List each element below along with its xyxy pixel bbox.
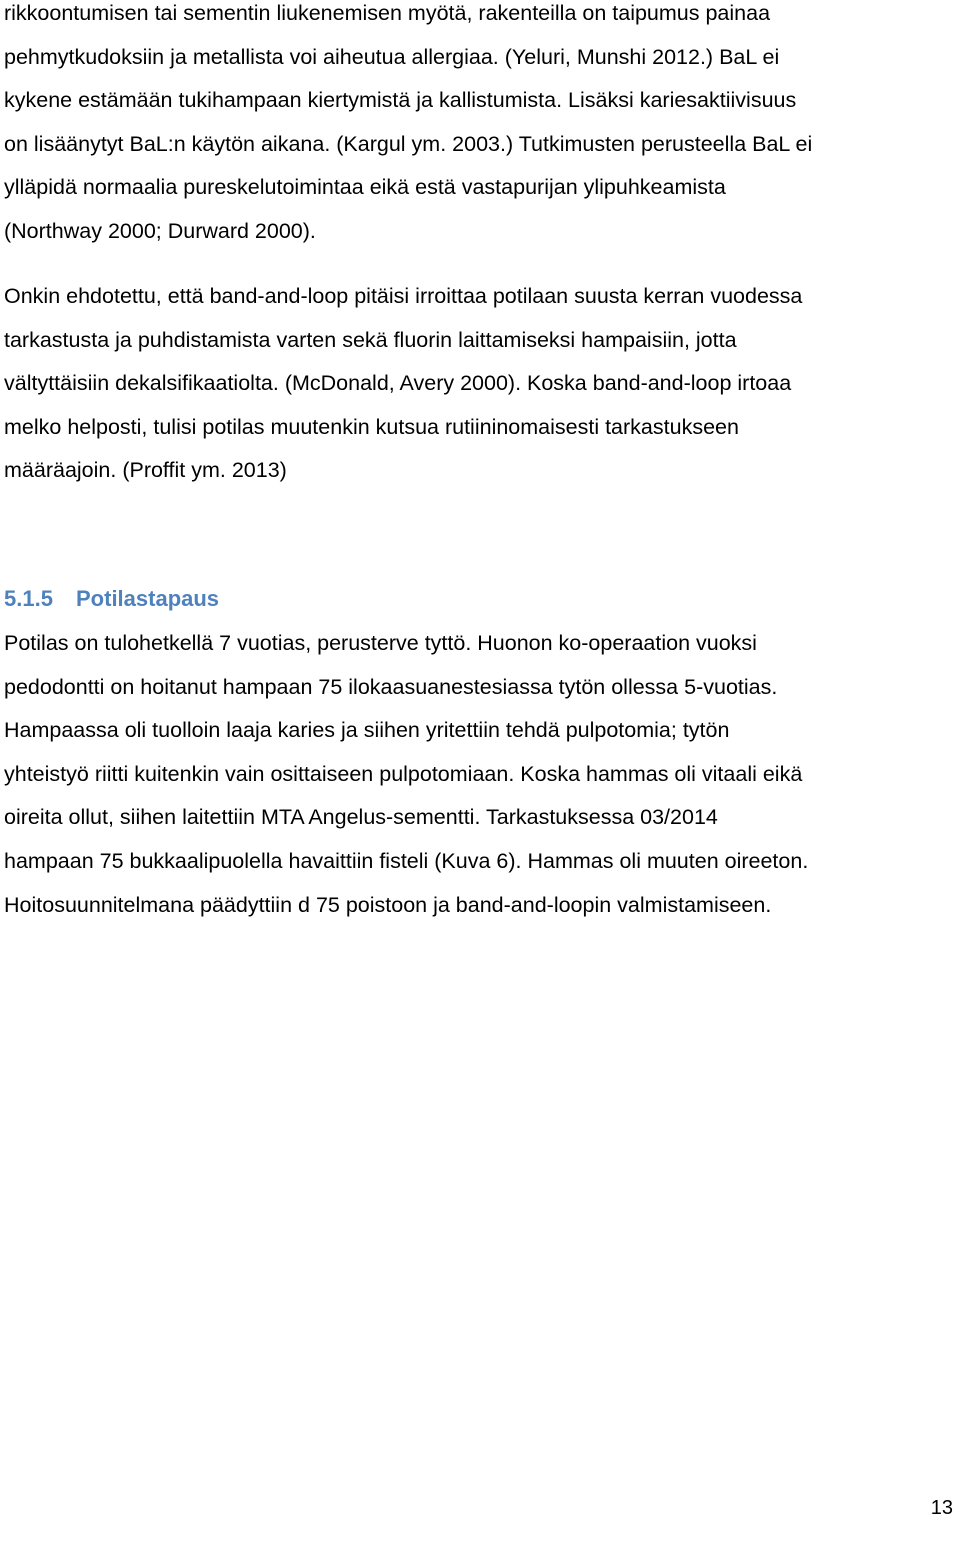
text-line: yhteistyö riitti kuitenkin vain osittaiseen pulpotomiaan. Koska hammas oli vitaali eikä [4,761,803,786]
section-title: Potilastapaus [76,586,220,611]
page-number: 13 [930,1497,953,1519]
text-line: tarkastusta ja puhdistamista varten sekä fluorin laittamiseksi hampaisiin, jotta [4,327,737,352]
text-line: rikkoontumisen tai sementin liukenemisen myötä, rakenteilla on taipumus painaa [4,1,771,25]
text-line: on lisäänytyt BaL:n käytön aikana. (Kargul ym. 2003.) Tutkimusten perusteella BaL ei [4,131,813,156]
body-paragraph [4,622,960,927]
text-line: kykene estämään tukihampaan kiertymistä ja kallistumista. Lisäksi kariesaktiivisuus [4,88,797,113]
text-line: Onkin ehdotettu, että band-and-loop pitäisi irroittaa potilaan suusta kerran vuodessa [4,284,803,308]
text-line: oireita ollut, siihen laitettiin MTA Angelus-sementti. Tarkastuksessa 03/2014 [4,805,718,830]
text-line: ylläpidä normaalia pureskelutoimintaa eikä estä vastapurijan ylipuhkeamista [4,175,726,200]
section-number: 5.1.5 [4,586,53,611]
body-paragraph [4,275,960,493]
section-heading [4,583,219,615]
text-line: Hampaassa oli tuolloin laaja karies ja siihen yritettiin tehdä pulpotomia; tytön [4,718,730,743]
text-line: melko helposti, tulisi potilas muutenkin kutsua rutiininomaisesti tarkastukseen [4,414,739,439]
text-line: pehmytkudoksiin ja metallista voi aiheutua allergiaa. (Yeluri, Munshi 2012.) BaL ei [4,44,780,69]
text-line: (Northway 2000; Durward 2000). [4,218,316,243]
text-line: hampaan 75 bukkaalipuolella havaittiin fisteli (Kuva 6). Hammas oli muuten oireeton. [4,848,809,873]
text-line: määräajoin. (Proffit ym. 2013) [4,458,287,483]
body-paragraph [4,0,960,254]
text-line: vältyttäisiin dekalsifikaatiolta. (McDonald, Avery 2000). Koska band-and-loop irtoaa [4,371,792,396]
text-line: Potilas on tulohetkellä 7 vuotias, perusterve tyttö. Huonon ko-operaation vuoksi [4,631,757,655]
text-line: pedodontti on hoitanut hampaan 75 ilokaasuanestesiassa tytön ollessa 5-vuotias. [4,674,778,699]
text-line: Hoitosuunnitelmana päädyttiin d 75 poistoon ja band-and-loopin valmistamiseen. [4,892,772,917]
